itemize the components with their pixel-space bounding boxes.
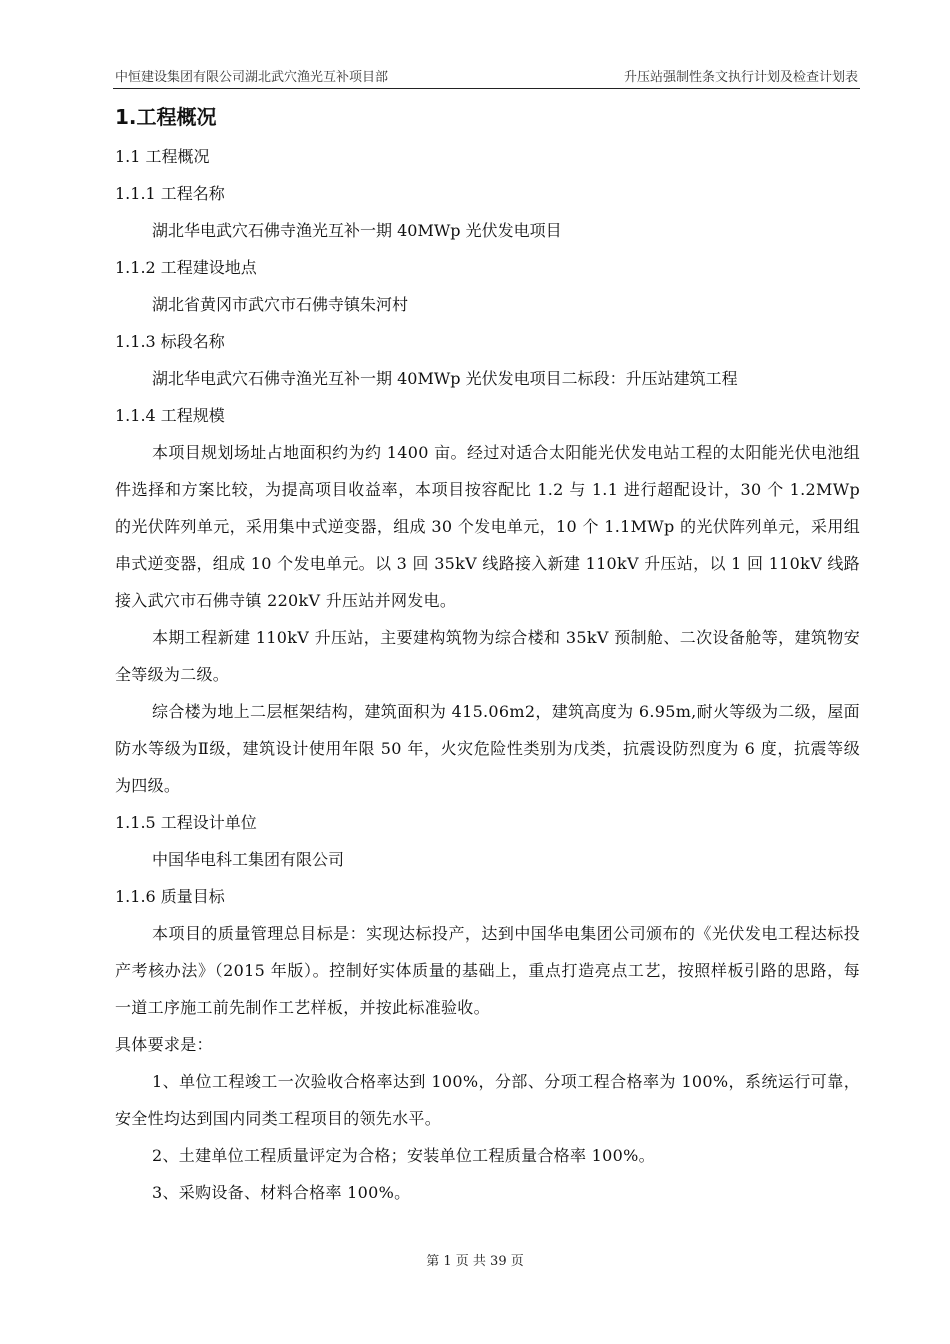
header-company: 中恒建设集团有限公司湖北武穴渔光互补项目部: [115, 70, 389, 85]
requirement-item-2: 2、土建单位工程质量评定为合格；安装单位工程质量合格率 100%。: [152, 1146, 655, 1165]
location-heading: 1.1.2 工程建设地点: [115, 258, 257, 277]
header-doc-title: 升压站强制性条文执行计划及检查计划表: [623, 70, 858, 85]
scale-paragraph-2: 本期工程新建 110kV 升压站，主要建构筑物为综合楼和 35kV 预制舱、二次设备舱等，建筑物安全等级为二级。: [115, 628, 860, 684]
scale-paragraph-1: 本项目规划场址占地面积约为约 1400 亩。经过对适合太阳能光伏发电站工程的太阳能光伏电池组件选择和方案比较，为提高项目收益率，本项目按容配比 1.2 与 1.1 进行超配设计，30 个 1.2MWp 的光伏阵列单元，采用集中式逆变器，组成 30 个发电单元，10 个 1.1MWp 的光伏阵列单元，采用组串式逆变器，组成 10 个发电单元。以 3 回 35kV 线路接入新建 110kV 升压站，以 1 回 110kV 线路接入武穴市石佛寺镇 220kV 升压站并网发电。: [115, 443, 860, 610]
subsection-heading: 1.1 工程概况: [115, 147, 210, 166]
design-unit-heading: 1.1.5 工程设计单位: [115, 813, 257, 832]
scale-heading: 1.1.4 工程规模: [115, 406, 225, 425]
location-text: 湖北省黄冈市武穴市石佛寺镇朱河村: [152, 295, 409, 314]
bid-section-heading: 1.1.3 标段名称: [115, 332, 225, 351]
project-name-text: 湖北华电武穴石佛寺渔光互补一期 40MWp 光伏发电项目: [152, 221, 562, 240]
requirements-intro: 具体要求是：: [115, 1035, 213, 1054]
quality-goal-heading: 1.1.6 质量目标: [115, 887, 225, 906]
section-title: 1.工程概况: [115, 105, 217, 129]
quality-goal-paragraph: 本项目的质量管理总目标是：实现达标投产，达到中国华电集团公司颁布的《光伏发电工程达标投产考核办法》（2015 年版）。控制好实体质量的基础上，重点打造亮点工艺，按照样板引路的思路，每一道工序施工前先制作工艺样板，并按此标准验收。: [115, 924, 860, 1017]
design-unit-text: 中国华电科工集团有限公司: [152, 850, 345, 869]
project-name-heading: 1.1.1 工程名称: [115, 184, 225, 203]
scale-paragraph-3: 综合楼为地上二层框架结构，建筑面积为 415.06m2，建筑高度为 6.95m,耐火等级为二级，屋面防水等级为Ⅱ级，建筑设计使用年限 50 年，火灾危险性类别为戊类，抗震设防烈度为 6 度，抗震等级为四级。: [115, 702, 860, 795]
bid-section-text: 湖北华电武穴石佛寺渔光互补一期 40MWp 光伏发电项目二标段：升压站建筑工程: [152, 369, 738, 388]
page-content: [115, 96, 860, 1211]
requirement-item-1: 1、单位工程竣工一次验收合格率达到 100%，分部、分项工程合格率为 100%，系统运行可靠，安全性均达到国内同类工程项目的领先水平。: [115, 1072, 860, 1128]
page-header: [113, 64, 860, 89]
requirement-item-3: 3、采购设备、材料合格率 100%。: [152, 1183, 411, 1202]
page-footer: 第 1 页 共 39 页: [426, 1254, 524, 1269]
